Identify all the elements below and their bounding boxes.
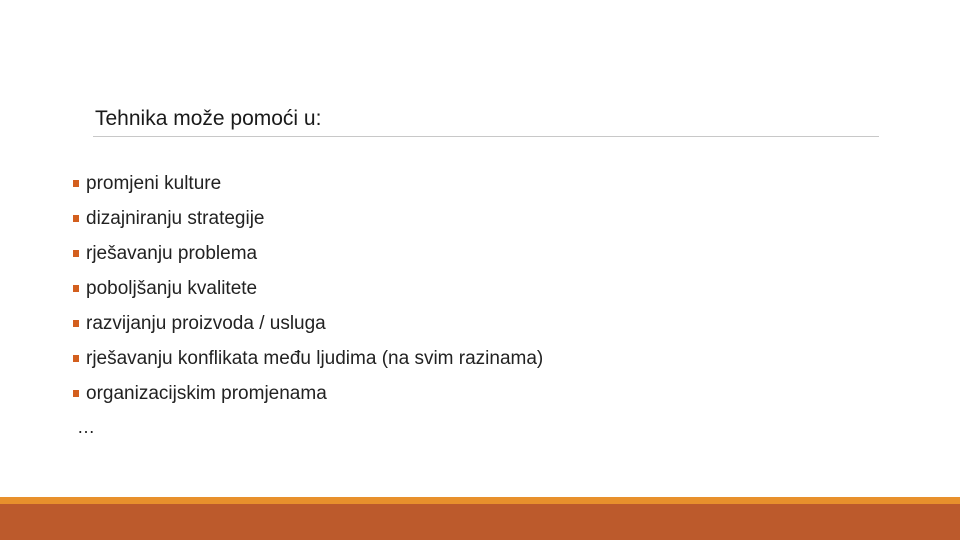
bullet-text: dizajniranju strategije bbox=[86, 207, 265, 229]
bullet-item bbox=[73, 376, 543, 411]
bullet-item bbox=[73, 201, 543, 236]
bullet-text: organizacijskim promjenama bbox=[86, 382, 327, 404]
bullet-item bbox=[73, 306, 543, 341]
continuation-ellipsis: … bbox=[77, 417, 95, 437]
bullet-item bbox=[73, 236, 543, 271]
square-bullet-icon bbox=[73, 250, 79, 257]
square-bullet-icon bbox=[73, 180, 79, 187]
square-bullet-icon bbox=[73, 355, 79, 362]
bullet-list bbox=[73, 166, 543, 411]
slide-title: Tehnika može pomoći u: bbox=[95, 107, 322, 130]
footer-bar bbox=[0, 504, 960, 540]
square-bullet-icon bbox=[73, 320, 79, 327]
bullet-text: razvijanju proizvoda / usluga bbox=[86, 312, 326, 334]
bullet-item bbox=[73, 341, 543, 376]
square-bullet-icon bbox=[73, 390, 79, 397]
bullet-text: promjeni kulture bbox=[86, 172, 222, 194]
footer-accent-band bbox=[0, 497, 960, 504]
bullet-text: poboljšanju kvalitete bbox=[86, 277, 258, 299]
bullet-item bbox=[73, 271, 543, 306]
bullet-item bbox=[73, 166, 543, 201]
bullet-text: rješavanju problema bbox=[86, 242, 258, 264]
bullet-text: rješavanju konflikata među ljudima (na svim razinama) bbox=[86, 347, 544, 369]
square-bullet-icon bbox=[73, 285, 79, 292]
title-underline bbox=[93, 136, 879, 137]
square-bullet-icon bbox=[73, 215, 79, 222]
